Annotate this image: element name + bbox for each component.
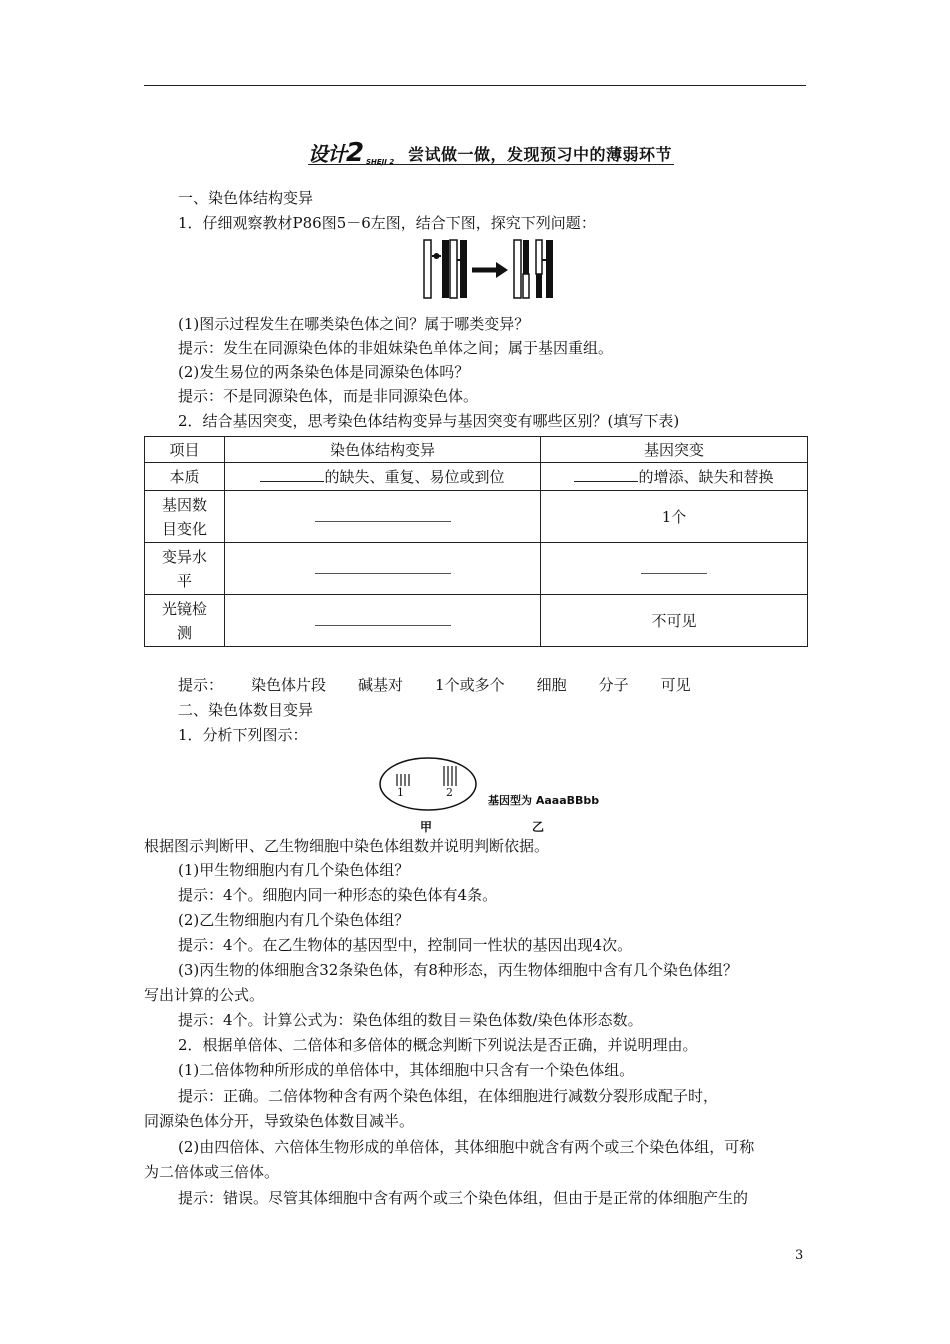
banner-pinyin: SHEJI 2 bbox=[366, 158, 395, 166]
section2-q1-3a: (3)丙生物的体细胞含32条染色体，有8种形态，丙生物体细胞中含有几个染色体组？ bbox=[178, 961, 738, 979]
hint-item: 可见 bbox=[660, 676, 691, 694]
banner-title: 尝试做一做，发现预习中的薄弱环节 bbox=[408, 145, 673, 164]
row-label: 光镜检测 bbox=[145, 595, 225, 647]
section2-q2-1: (1)二倍体物种所形成的单倍体中，其体细胞中只含有一个染色体组。 bbox=[178, 1061, 635, 1079]
table-header: 项目 bbox=[145, 437, 225, 463]
fill-blank[interactable] bbox=[574, 467, 638, 482]
section2-q2: 2．根据单倍体、二倍体和多倍体的概念判断下列说法是否正确，并说明理由。 bbox=[178, 1036, 698, 1054]
fill-blank[interactable] bbox=[260, 467, 324, 482]
hints-label: 提示： bbox=[178, 676, 224, 694]
fig-label-2: 2 bbox=[446, 786, 453, 799]
section2-q2-2a: (2)由四倍体、六倍体生物形成的单倍体，其体细胞中就含有两个或三个染色体组，可称 bbox=[178, 1138, 755, 1156]
table-cell: 1个 bbox=[541, 491, 808, 543]
fig-label-1: 1 bbox=[397, 786, 404, 799]
chromosome-translocation-figure bbox=[420, 238, 560, 304]
fill-blank[interactable] bbox=[315, 511, 451, 522]
section2-a2-1a: 提示：正确。二倍体物种含有两个染色体组，在体细胞进行减数分裂形成配子时， bbox=[178, 1087, 719, 1105]
comparison-table bbox=[144, 436, 808, 647]
section2-q1-1: (1)甲生物细胞内有几个染色体组？ bbox=[178, 861, 410, 879]
table-cell bbox=[225, 543, 541, 595]
section1-q1: 1．仔细观察教材P86图5－6左图，结合下图，探究下列问题： bbox=[178, 214, 596, 232]
table-cell bbox=[541, 543, 808, 595]
section2-a1-2: 提示：4个。在乙生物体的基因型中，控制同一性状的基因出现4次。 bbox=[178, 936, 633, 954]
section2-a2-1b: 同源染色体分开，导致染色体数目减半。 bbox=[144, 1112, 415, 1130]
genotype-label: 基因型为 AaaaBBbb bbox=[488, 794, 600, 807]
section1-a1-2: 提示：不是同源染色体，而是非同源染色体。 bbox=[178, 387, 479, 405]
table-cell bbox=[225, 491, 541, 543]
section2-q1-3b: 写出计算的公式。 bbox=[144, 986, 265, 1004]
header-rule bbox=[144, 85, 806, 86]
table-row bbox=[145, 463, 808, 491]
section1-q1-2: (2)发生易位的两条染色体是同源染色体吗？ bbox=[178, 363, 470, 381]
table-cell: 的增添、缺失和替换 bbox=[541, 463, 808, 491]
page-number: 3 bbox=[795, 1248, 804, 1263]
section2-q1: 1．分析下列图示： bbox=[178, 726, 308, 744]
hint-item: 染色体片段 bbox=[251, 676, 327, 694]
section2-q1-2: (2)乙生物细胞内有几个染色体组？ bbox=[178, 911, 410, 929]
section2-a2-2: 提示：错误。尽管其体细胞中含有两个或三个染色体组，但由于是正常的体细胞产生的 bbox=[178, 1189, 749, 1207]
section1-q1-1: (1)图示过程发生在哪类染色体之间？属于哪类变异？ bbox=[178, 315, 530, 333]
table-header: 基因突变 bbox=[541, 437, 808, 463]
fig-caption-yi: 乙 bbox=[532, 820, 545, 834]
row-label: 本质 bbox=[145, 463, 225, 491]
table-row bbox=[145, 543, 808, 595]
row-label: 基因数目变化 bbox=[145, 491, 225, 543]
cell-figure bbox=[376, 756, 616, 832]
fill-blank[interactable] bbox=[315, 615, 451, 626]
section2-a1-3: 提示：4个。计算公式为：染色体组的数目＝染色体数/染色体形态数。 bbox=[178, 1011, 643, 1029]
section1-a1-1: 提示：发生在同源染色体的非姐妹染色单体之间；属于基因重组。 bbox=[178, 339, 614, 357]
table-cell bbox=[225, 595, 541, 647]
table-cell: 的缺失、重复、易位或到位 bbox=[225, 463, 541, 491]
cell-ellipse-figure bbox=[376, 756, 486, 818]
hint-item: 碱基对 bbox=[358, 676, 404, 694]
table-cell: 不可见 bbox=[541, 595, 808, 647]
table-header-row bbox=[145, 437, 808, 463]
table-header: 染色体结构变异 bbox=[225, 437, 541, 463]
banner-logo: 设计2 bbox=[308, 138, 364, 168]
table-row bbox=[145, 595, 808, 647]
hints-line bbox=[178, 675, 723, 695]
row-label: 变异水平 bbox=[145, 543, 225, 595]
fig-caption-jia: 甲 bbox=[420, 820, 433, 834]
section-banner bbox=[308, 138, 678, 168]
table-row bbox=[145, 491, 808, 543]
section2-intro: 根据图示判断甲、乙生物细胞中染色体组数并说明判断依据。 bbox=[144, 837, 550, 855]
fill-blank[interactable] bbox=[315, 563, 451, 574]
section2-a1-1: 提示：4个。细胞内同一种形态的染色体有4条。 bbox=[178, 886, 498, 904]
hint-item: 细胞 bbox=[536, 676, 567, 694]
fill-blank[interactable] bbox=[641, 563, 707, 574]
section2-heading: 二、染色体数目变异 bbox=[178, 701, 314, 719]
hint-item: 分子 bbox=[598, 676, 629, 694]
section1-heading: 一、染色体结构变异 bbox=[178, 189, 314, 207]
hint-item: 1个或多个 bbox=[435, 676, 505, 694]
section1-q2: 2．结合基因突变，思考染色体结构变异与基因突变有哪些区别？(填写下表) bbox=[178, 412, 680, 430]
section2-q2-2b: 为二倍体或三倍体。 bbox=[144, 1163, 280, 1181]
